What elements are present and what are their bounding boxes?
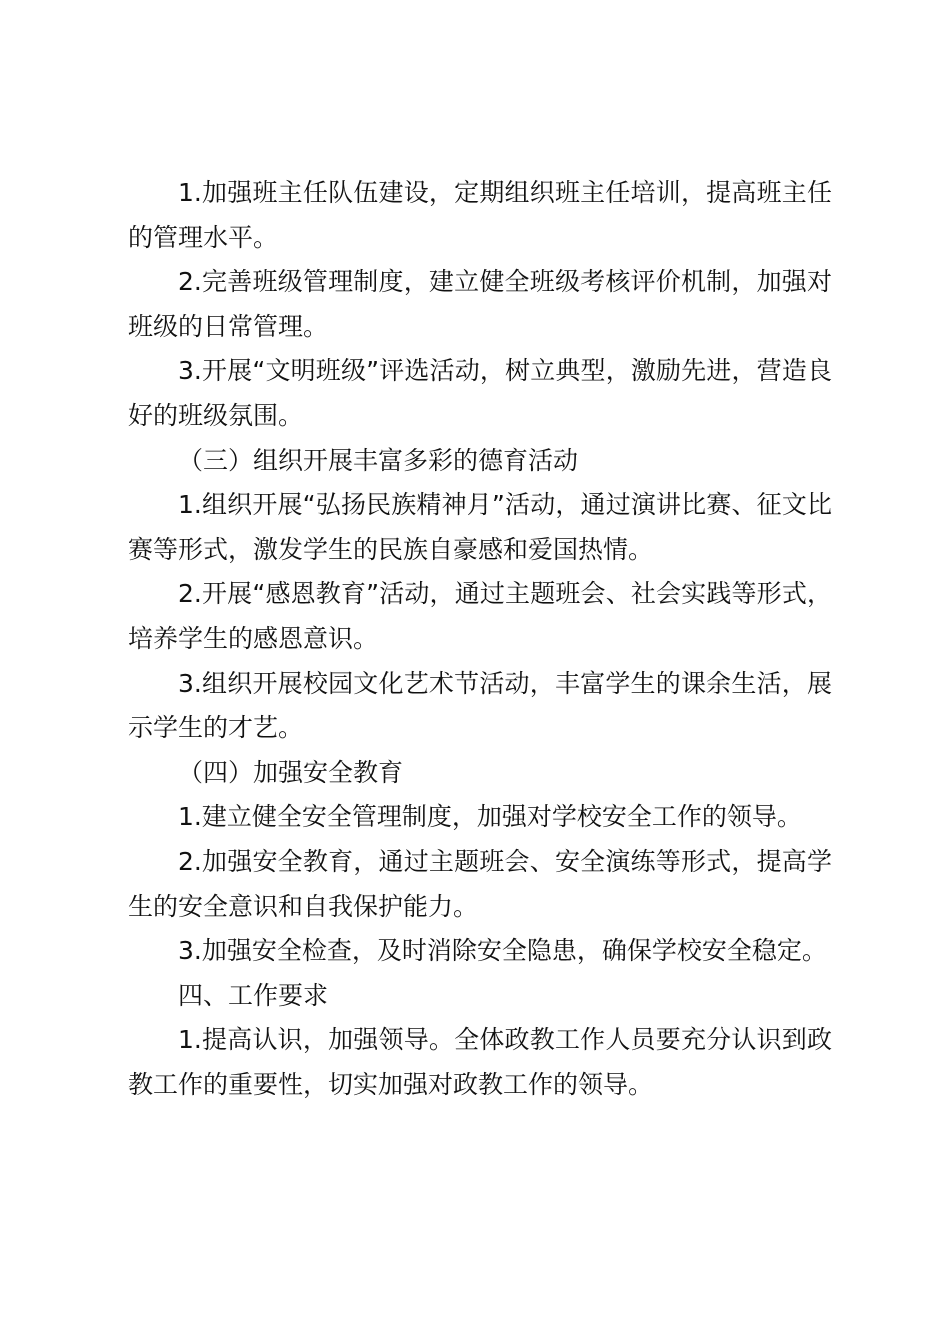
paragraph-class-management-system: 2.完善班级管理制度，建立健全班级考核评价机制，加强对班级的日常管理。 [128, 267, 832, 341]
document-body [128, 171, 832, 1107]
section-heading-work-requirements: 四、工作要求 [178, 980, 329, 1010]
paragraph-art-festival: 3.组织开展校园文化艺术节活动，丰富学生的课余生活，展示学生的才艺。 [128, 668, 832, 743]
section-heading-safety-education: （四）加强安全教育 [178, 757, 404, 787]
paragraph-raise-awareness: 1.提高认识，加强领导。全体政教工作人员要充分认识到政教工作的重要性，切实加强对政教工作的领导。 [128, 1025, 832, 1099]
paragraph-national-spirit-month: 1.组织开展“弘扬民族精神月”活动，通过演讲比赛、征文比赛等形式，激发学生的民族自豪感和爱国热情。 [128, 490, 832, 564]
paragraph-civilized-class: 3.开展“文明班级”评选活动，树立典型，激励先进，营造良好的班级氛围。 [128, 356, 832, 430]
paragraph-gratitude-education: 2.开展“感恩教育”活动，通过主题班会、社会实践等形式，培养学生的感恩意识。 [128, 579, 832, 653]
paragraph-safety-inspection: 3.加强安全检查，及时消除安全隐患，确保学校安全稳定。 [178, 936, 827, 966]
paragraph-class-teacher-team: 1.加强班主任队伍建设，定期组织班主任培训，提高班主任的管理水平。 [128, 178, 832, 252]
paragraph-safety-education: 2.加强安全教育，通过主题班会、安全演练等形式，提高学生的安全意识和自我保护能力。 [128, 846, 832, 921]
section-heading-moral-activities: （三）组织开展丰富多彩的德育活动 [178, 445, 579, 475]
paragraph-safety-system: 1.建立健全安全管理制度，加强对学校安全工作的领导。 [178, 802, 802, 832]
